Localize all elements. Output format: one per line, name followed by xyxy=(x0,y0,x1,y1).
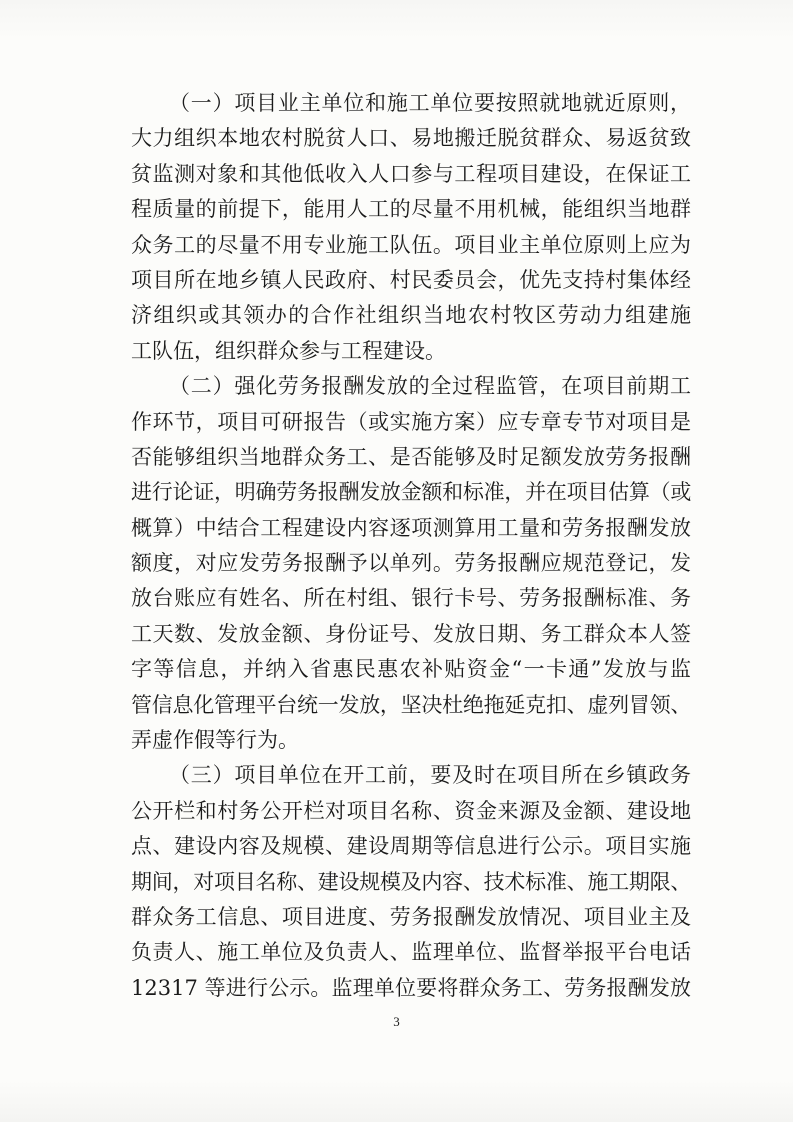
text-line: 负责人、施工单位及负责人、监理单位、监督举报平台电话 xyxy=(131,940,691,965)
text-line: 项目所在地乡镇人民政府、村民委员会，优先支持村集体经 xyxy=(131,267,691,292)
text-line: 贫监测对象和其他低收入人口参与工程项目建设，在保证工 xyxy=(131,161,691,186)
text-line: 公开栏和村务公开栏对项目名称、资金来源及金额、建设地 xyxy=(131,798,691,823)
text-line: 众务工的尽量不用专业施工队伍。项目业主单位原则上应为 xyxy=(131,232,691,257)
text-line: 大力组织本地农村脱贫人口、易地搬迁脱贫群众、易返贫致 xyxy=(131,126,691,151)
page-number: 3 xyxy=(393,1014,400,1029)
text-line: 群众务工信息、项目进度、劳务报酬发放情况、项目业主及 xyxy=(131,904,691,929)
text-line: （三）项目单位在开工前，要及时在项目所在乡镇政务 xyxy=(169,763,691,788)
paragraph-3 xyxy=(131,758,691,1006)
paragraph-1 xyxy=(131,86,691,369)
text-line: 概算）中结合工程建设内容逐项测算用工量和劳务报酬发放 xyxy=(131,515,691,540)
paragraph-2 xyxy=(131,369,691,758)
text-line: 弄虚作假等行为。 xyxy=(131,728,299,753)
text-line: （二）强化劳务报酬发放的全过程监管，在项目前期工 xyxy=(169,374,691,399)
text-line: （一）项目业主单位和施工单位要按照就地就近原则， xyxy=(169,91,691,115)
text-line: 12317 等进行公示。监理单位要将群众务工、劳务报酬发放 xyxy=(131,975,691,1000)
text-line: 工队伍，组织群众参与工程建设。 xyxy=(131,338,446,363)
text-line: 字等信息，并纳入省惠民惠农补贴资金“一卡通”发放与监 xyxy=(131,657,691,682)
text-line: 放台账应有姓名、所在村组、银行卡号、劳务报酬标准、务 xyxy=(131,586,691,611)
text-line: 额度，对应发劳务报酬予以单列。劳务报酬应规范登记，发 xyxy=(131,551,691,576)
text-line: 工天数、发放金额、身份证号、发放日期、务工群众本人签 xyxy=(131,621,691,646)
text-line: 程质量的前提下，能用人工的尽量不用机械，能组织当地群 xyxy=(131,197,691,222)
body-text xyxy=(131,86,691,1006)
text-line: 期间，对项目名称、建设规模及内容、技术标准、施工期限、 xyxy=(131,869,691,894)
text-line: 作环节，项目可研报告（或实施方案）应专章专节对项目是 xyxy=(131,409,691,434)
text-line: 管信息化管理平台统一发放，坚决杜绝拖延克扣、虚列冒领、 xyxy=(131,692,691,717)
text-line: 否能够组织当地群众务工、是否能够及时足额发放劳务报酬 xyxy=(131,444,691,469)
text-line: 济组织或其领办的合作社组织当地农村牧区劳动力组建施 xyxy=(131,303,691,328)
text-line: 进行论证，明确劳务报酬发放金额和标准，并在项目估算（或 xyxy=(131,480,691,505)
text-line: 点、建设内容及规模、建设周期等信息进行公示。项目实施 xyxy=(131,834,691,859)
